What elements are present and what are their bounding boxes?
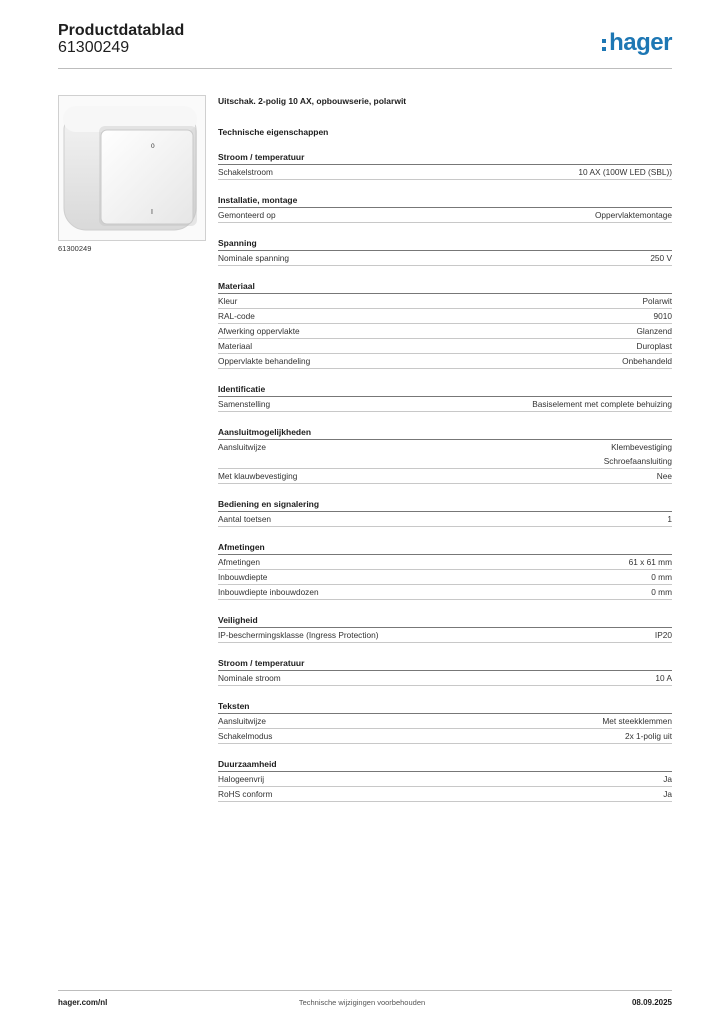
spec-section bbox=[218, 426, 672, 484]
spec-row bbox=[218, 671, 672, 686]
section-title: Identificatie bbox=[218, 383, 672, 397]
spec-value bbox=[663, 772, 672, 786]
spec-value-line: 10 AX (100W LED (SBL)) bbox=[578, 167, 672, 177]
spec-value-line: Ja bbox=[663, 789, 672, 799]
spec-value bbox=[642, 294, 672, 308]
spec-row bbox=[218, 772, 672, 787]
spec-row bbox=[218, 714, 672, 729]
spec-section bbox=[218, 541, 672, 600]
spec-label: Schakelstroom bbox=[218, 167, 273, 177]
section-title: Veiligheid bbox=[218, 614, 672, 628]
page-title: Productdatablad bbox=[58, 22, 185, 39]
spec-value bbox=[636, 339, 672, 353]
spec-label: Schakelmodus bbox=[218, 731, 273, 741]
section-title: Duurzaamheid bbox=[218, 758, 672, 772]
spec-value bbox=[622, 354, 672, 368]
image-caption: 61300249 bbox=[58, 244, 92, 253]
spec-value bbox=[655, 671, 672, 685]
spec-label: RAL-code bbox=[218, 311, 255, 321]
product-number: 61300249 bbox=[58, 39, 130, 56]
spec-label: Afwerking oppervlakte bbox=[218, 326, 300, 336]
footer-divider bbox=[58, 990, 672, 991]
section-title: Teksten bbox=[218, 700, 672, 714]
spec-value-line: Klembevestiging bbox=[611, 442, 672, 452]
hager-logo bbox=[602, 30, 672, 56]
header-divider bbox=[58, 68, 672, 69]
spec-value-line: 0 mm bbox=[651, 587, 672, 597]
section-title: Stroom / temperatuur bbox=[218, 657, 672, 671]
spec-row bbox=[218, 208, 672, 223]
spec-value bbox=[650, 251, 672, 265]
spec-value bbox=[651, 570, 672, 584]
spec-value bbox=[595, 208, 672, 222]
spec-value-line: 9010 bbox=[653, 311, 672, 321]
spec-value-line: 250 V bbox=[650, 253, 672, 263]
spec-label: Inbouwdiepte bbox=[218, 572, 268, 582]
spec-label: Aansluitwijze bbox=[218, 716, 266, 726]
spec-value bbox=[667, 512, 672, 526]
spec-value bbox=[604, 440, 672, 468]
spec-value bbox=[578, 165, 672, 179]
switch-mark-off: 0 bbox=[151, 143, 155, 150]
spec-section bbox=[218, 614, 672, 643]
product-title: Uitschak. 2-polig 10 AX, opbouwserie, polarwit bbox=[218, 96, 407, 106]
spec-value bbox=[629, 555, 672, 569]
section-title: Installatie, montage bbox=[218, 194, 672, 208]
spec-row bbox=[218, 570, 672, 585]
spec-row bbox=[218, 324, 672, 339]
spec-row bbox=[218, 294, 672, 309]
spec-label: Afmetingen bbox=[218, 557, 260, 567]
spec-section bbox=[218, 280, 672, 369]
spec-value bbox=[602, 714, 672, 728]
spec-label: Aansluitwijze bbox=[218, 442, 266, 452]
spec-section bbox=[218, 700, 672, 744]
spec-label: Gemonteerd op bbox=[218, 210, 276, 220]
tech-heading: Technische eigenschappen bbox=[218, 127, 329, 137]
spec-value-line: 1 bbox=[667, 514, 672, 524]
spec-row bbox=[218, 469, 672, 484]
spec-value bbox=[636, 324, 672, 338]
spec-label: Halogeenvrij bbox=[218, 774, 265, 784]
spec-row bbox=[218, 309, 672, 324]
spec-row bbox=[218, 397, 672, 412]
spec-value bbox=[532, 397, 672, 411]
light-switch-icon bbox=[59, 96, 205, 240]
spec-section bbox=[218, 383, 672, 412]
spec-row bbox=[218, 251, 672, 266]
spec-value-line: Duroplast bbox=[636, 341, 672, 351]
footer-disclaimer: Technische wijzigingen voorbehouden bbox=[298, 998, 426, 1007]
footer-website[interactable]: hager.com/nl bbox=[58, 998, 108, 1007]
section-title: Materiaal bbox=[218, 280, 672, 294]
spec-label: Samenstelling bbox=[218, 399, 271, 409]
spec-label: Nominale spanning bbox=[218, 253, 290, 263]
spec-row bbox=[218, 585, 672, 600]
spec-row bbox=[218, 165, 672, 180]
spec-value bbox=[625, 729, 672, 743]
spec-value-line: Oppervlaktemontage bbox=[594, 210, 672, 220]
spec-label: Kleur bbox=[218, 296, 238, 306]
spec-label: Met klauwbevestiging bbox=[218, 471, 298, 481]
spec-label: RoHS conform bbox=[218, 789, 273, 799]
section-title: Spanning bbox=[218, 237, 672, 251]
spec-value-line: IP20 bbox=[654, 630, 672, 640]
spec-value bbox=[655, 628, 672, 642]
spec-value-line: Nee bbox=[656, 471, 672, 481]
spec-value-line: Onbehandeld bbox=[622, 356, 672, 366]
spec-value bbox=[651, 585, 672, 599]
spec-section bbox=[218, 758, 672, 802]
spec-row bbox=[218, 354, 672, 369]
spec-section bbox=[218, 237, 672, 266]
spec-label: Oppervlakte behandeling bbox=[218, 356, 311, 366]
section-title: Stroom / temperatuur bbox=[218, 151, 672, 165]
spec-value bbox=[663, 787, 672, 801]
spec-label: Inbouwdiepte inbouwdozen bbox=[218, 587, 319, 597]
spec-value-line: Schroefaansluiting bbox=[603, 456, 672, 466]
spec-row bbox=[218, 440, 672, 469]
spec-content bbox=[218, 95, 672, 802]
spec-row bbox=[218, 628, 672, 643]
spec-label: IP-beschermingsklasse (Ingress Protection) bbox=[218, 630, 379, 640]
logo-text: hager bbox=[609, 29, 672, 56]
spec-section bbox=[218, 194, 672, 223]
spec-value-line: Polarwit bbox=[642, 296, 672, 306]
spec-row bbox=[218, 555, 672, 570]
spec-section bbox=[218, 657, 672, 686]
logo-dots-icon bbox=[602, 30, 608, 56]
spec-section bbox=[218, 151, 672, 180]
product-image bbox=[58, 95, 206, 241]
spec-section bbox=[218, 498, 672, 527]
section-title: Bediening en signalering bbox=[218, 498, 672, 512]
section-title: Aansluitmogelijkheden bbox=[218, 426, 672, 440]
switch-mark-on: I bbox=[151, 209, 153, 216]
spec-value bbox=[654, 309, 672, 323]
spec-label: Aantal toetsen bbox=[218, 514, 272, 524]
spec-label: Materiaal bbox=[218, 341, 253, 351]
spec-value bbox=[657, 469, 672, 483]
spec-value-line: Ja bbox=[663, 774, 672, 784]
spec-label: Nominale stroom bbox=[218, 673, 281, 683]
spec-row bbox=[218, 512, 672, 527]
section-title: Afmetingen bbox=[218, 541, 672, 555]
spec-sections bbox=[218, 151, 672, 802]
spec-value-line: 61 x 61 mm bbox=[628, 557, 672, 567]
spec-row bbox=[218, 787, 672, 802]
spec-value-line: Glanzend bbox=[636, 326, 672, 336]
spec-value-line: 2x 1-polig uit bbox=[624, 731, 672, 741]
spec-value-line: Met steekklemmen bbox=[602, 716, 672, 726]
spec-row bbox=[218, 729, 672, 744]
spec-row bbox=[218, 339, 672, 354]
footer-date: 08.09.2025 bbox=[631, 998, 672, 1007]
spec-value-line: 0 mm bbox=[651, 572, 672, 582]
spec-value-line: Basiselement met complete behuizing bbox=[532, 399, 672, 409]
spec-value-line: 10 A bbox=[655, 673, 672, 683]
